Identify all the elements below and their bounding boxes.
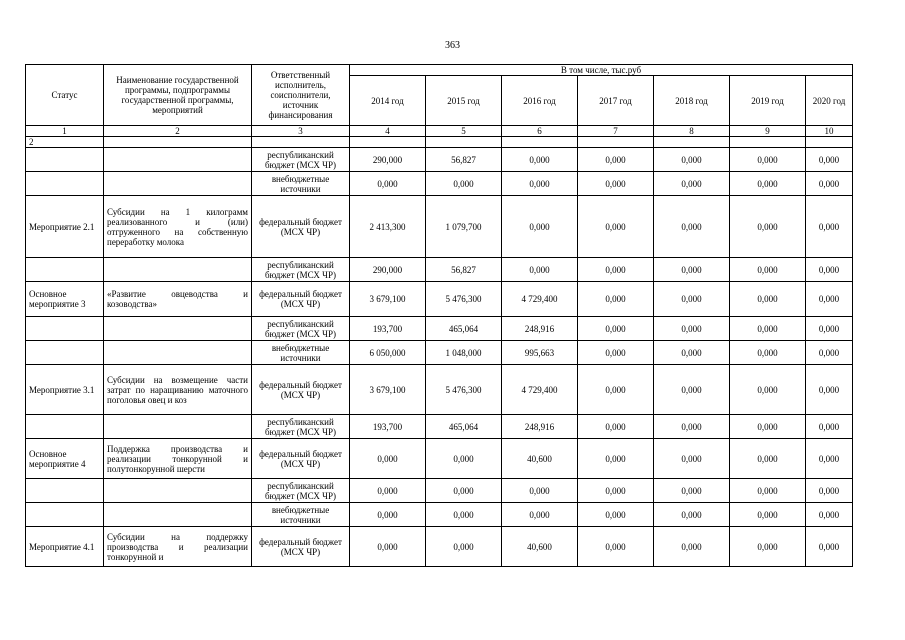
column-number: 1	[26, 126, 104, 137]
name-cell	[104, 341, 252, 365]
value-cell: 0,000	[654, 282, 730, 317]
value-cell: 0,000	[578, 317, 654, 341]
value-cell: 0,000	[578, 172, 654, 196]
header-name: Наименование государственной программы, подпрограммы государственной программы, мероприятий	[104, 65, 252, 126]
value-cell: 5 476,300	[426, 282, 502, 317]
value-cell: 56,827	[426, 258, 502, 282]
value-cell: 0,000	[730, 365, 806, 415]
name-cell: Поддержка производства и реализации тонкорунной и полутонкорунной шерсти	[104, 439, 252, 479]
value-cell: 0,000	[502, 503, 578, 527]
value-cell: 995,663	[502, 341, 578, 365]
column-number: 7	[578, 126, 654, 137]
value-cell: 248,916	[502, 415, 578, 439]
value-cell: 0,000	[350, 172, 426, 196]
value-cell: 0,000	[730, 258, 806, 282]
value-cell: 0,000	[806, 172, 853, 196]
value-cell: 0,000	[806, 282, 853, 317]
value-cell: 0,000	[426, 439, 502, 479]
table-row	[26, 317, 853, 341]
value-cell: 0,000	[730, 503, 806, 527]
table-row	[26, 415, 853, 439]
source-cell: федеральный бюджет (МСХ ЧР)	[252, 365, 350, 415]
value-cell: 0,000	[730, 148, 806, 172]
page-number: 363	[445, 40, 460, 51]
source-cell: внебюджетные источники	[252, 341, 350, 365]
header-responsible: Ответственный исполнитель, соисполнители, источник финансирования	[252, 65, 350, 126]
value-cell: 465,064	[426, 317, 502, 341]
value-cell: 3 679,100	[350, 282, 426, 317]
value-cell: 0,000	[806, 415, 853, 439]
status-cell: Мероприятие 2.1	[26, 196, 104, 258]
name-cell	[104, 317, 252, 341]
table-row	[26, 527, 853, 567]
status-cell	[26, 258, 104, 282]
value-cell: 0,000	[806, 196, 853, 258]
value-cell: 0,000	[730, 527, 806, 567]
source-cell: федеральный бюджет (МСХ ЧР)	[252, 282, 350, 317]
value-cell: 0,000	[730, 439, 806, 479]
value-cell: 0,000	[654, 503, 730, 527]
table-row	[26, 258, 853, 282]
value-cell: 0,000	[578, 527, 654, 567]
column-number: 2	[104, 126, 252, 137]
value-cell: 0,000	[654, 196, 730, 258]
value-cell: 0,000	[730, 415, 806, 439]
column-number: 5	[426, 126, 502, 137]
value-cell: 0,000	[578, 365, 654, 415]
table-row	[26, 365, 853, 415]
value-cell: 248,916	[502, 317, 578, 341]
header-year: 2020 год	[806, 76, 853, 126]
column-number: 8	[654, 126, 730, 137]
name-cell	[104, 503, 252, 527]
status-cell: Основное мероприятие 4	[26, 439, 104, 479]
value-cell: 0,000	[350, 479, 426, 503]
status-cell	[26, 317, 104, 341]
header-status: Статус	[26, 65, 104, 126]
column-number: 3	[252, 126, 350, 137]
status-cell	[26, 503, 104, 527]
column-number: 6	[502, 126, 578, 137]
value-cell: 0,000	[730, 479, 806, 503]
value-cell: 0,000	[730, 317, 806, 341]
source-cell: внебюджетные источники	[252, 503, 350, 527]
status-cell	[26, 479, 104, 503]
value-cell: 1 079,700	[426, 196, 502, 258]
status-cell	[26, 172, 104, 196]
value-cell: 2 413,300	[350, 196, 426, 258]
header-year: 2015 год	[426, 76, 502, 126]
value-cell: 0,000	[578, 439, 654, 479]
value-cell: 4 729,400	[502, 365, 578, 415]
name-cell: «Развитие овцеводства и козоводства»	[104, 282, 252, 317]
value-cell: 0,000	[806, 258, 853, 282]
status-cell	[26, 341, 104, 365]
value-cell: 0,000	[806, 527, 853, 567]
value-cell: 0,000	[578, 479, 654, 503]
table-row	[26, 503, 853, 527]
column-number: 9	[730, 126, 806, 137]
value-cell: 0,000	[502, 258, 578, 282]
value-cell: 56,827	[426, 148, 502, 172]
value-cell: 0,000	[350, 439, 426, 479]
value-cell: 0,000	[502, 196, 578, 258]
table-row	[26, 439, 853, 479]
value-cell: 0,000	[730, 196, 806, 258]
header-year: 2019 год	[730, 76, 806, 126]
value-cell: 40,600	[502, 439, 578, 479]
value-cell: 0,000	[578, 341, 654, 365]
value-cell: 0,000	[806, 341, 853, 365]
table-row	[26, 172, 853, 196]
table-row	[26, 282, 853, 317]
value-cell: 4 729,400	[502, 282, 578, 317]
value-cell: 0,000	[426, 479, 502, 503]
name-cell: Субсидии на поддержку производства и реализации тонкорунной и	[104, 527, 252, 567]
value-cell: 3 679,100	[350, 365, 426, 415]
source-cell: внебюджетные источники	[252, 172, 350, 196]
value-cell: 0,000	[578, 503, 654, 527]
status-cell: Основное мероприятие 3	[26, 282, 104, 317]
status-cell	[26, 148, 104, 172]
value-cell: 0,000	[654, 258, 730, 282]
value-cell: 0,000	[578, 282, 654, 317]
table-row	[26, 196, 853, 258]
source-cell: республиканский бюджет (МСХ ЧР)	[252, 479, 350, 503]
value-cell: 0,000	[578, 196, 654, 258]
value-cell: 0,000	[426, 503, 502, 527]
value-cell: 0,000	[426, 172, 502, 196]
value-cell: 290,000	[350, 258, 426, 282]
value-cell: 0,000	[806, 148, 853, 172]
value-cell: 0,000	[730, 341, 806, 365]
name-cell	[104, 479, 252, 503]
value-cell: 0,000	[654, 479, 730, 503]
column-number: 10	[806, 126, 853, 137]
leading-cell: 2	[26, 137, 104, 148]
value-cell: 0,000	[806, 503, 853, 527]
source-cell: федеральный бюджет (МСХ ЧР)	[252, 196, 350, 258]
header-year: 2018 год	[654, 76, 730, 126]
value-cell: 0,000	[578, 415, 654, 439]
column-number: 4	[350, 126, 426, 137]
value-cell: 40,600	[502, 527, 578, 567]
source-cell: республиканский бюджет (МСХ ЧР)	[252, 148, 350, 172]
source-cell: федеральный бюджет (МСХ ЧР)	[252, 439, 350, 479]
header-group: В том числе, тыс.руб	[350, 65, 853, 76]
source-cell: федеральный бюджет (МСХ ЧР)	[252, 527, 350, 567]
value-cell: 0,000	[654, 148, 730, 172]
value-cell: 0,000	[426, 527, 502, 567]
value-cell: 5 476,300	[426, 365, 502, 415]
value-cell: 0,000	[654, 415, 730, 439]
value-cell: 193,700	[350, 317, 426, 341]
header-year: 2014 год	[350, 76, 426, 126]
value-cell: 0,000	[806, 479, 853, 503]
value-cell: 0,000	[502, 172, 578, 196]
status-cell	[26, 415, 104, 439]
name-cell: Субсидии на возмещение части затрат по наращиванию маточного поголовья овец и коз	[104, 365, 252, 415]
value-cell: 465,064	[426, 415, 502, 439]
budget-table	[25, 64, 853, 567]
name-cell: Субсидии на 1 килограмм реализованного и (или) отгруженного на собственную переработку молока	[104, 196, 252, 258]
value-cell: 0,000	[806, 365, 853, 415]
value-cell: 0,000	[350, 527, 426, 567]
name-cell	[104, 258, 252, 282]
value-cell: 6 050,000	[350, 341, 426, 365]
value-cell: 290,000	[350, 148, 426, 172]
name-cell	[104, 148, 252, 172]
value-cell: 1 048,000	[426, 341, 502, 365]
table-row	[26, 479, 853, 503]
status-cell: Мероприятие 3.1	[26, 365, 104, 415]
header-year: 2016 год	[502, 76, 578, 126]
value-cell: 0,000	[578, 258, 654, 282]
value-cell: 0,000	[654, 341, 730, 365]
value-cell: 0,000	[806, 317, 853, 341]
name-cell	[104, 415, 252, 439]
value-cell: 0,000	[654, 317, 730, 341]
value-cell: 0,000	[730, 282, 806, 317]
value-cell: 0,000	[502, 479, 578, 503]
value-cell: 0,000	[502, 148, 578, 172]
value-cell: 193,700	[350, 415, 426, 439]
value-cell: 0,000	[350, 503, 426, 527]
table-row	[26, 148, 853, 172]
table-row	[26, 341, 853, 365]
value-cell: 0,000	[654, 439, 730, 479]
status-cell: Мероприятие 4.1	[26, 527, 104, 567]
source-cell: республиканский бюджет (МСХ ЧР)	[252, 415, 350, 439]
value-cell: 0,000	[654, 527, 730, 567]
value-cell: 0,000	[730, 172, 806, 196]
value-cell: 0,000	[654, 172, 730, 196]
value-cell: 0,000	[654, 365, 730, 415]
source-cell: республиканский бюджет (МСХ ЧР)	[252, 317, 350, 341]
value-cell: 0,000	[806, 439, 853, 479]
source-cell: республиканский бюджет (МСХ ЧР)	[252, 258, 350, 282]
name-cell	[104, 172, 252, 196]
value-cell: 0,000	[578, 148, 654, 172]
header-year: 2017 год	[578, 76, 654, 126]
